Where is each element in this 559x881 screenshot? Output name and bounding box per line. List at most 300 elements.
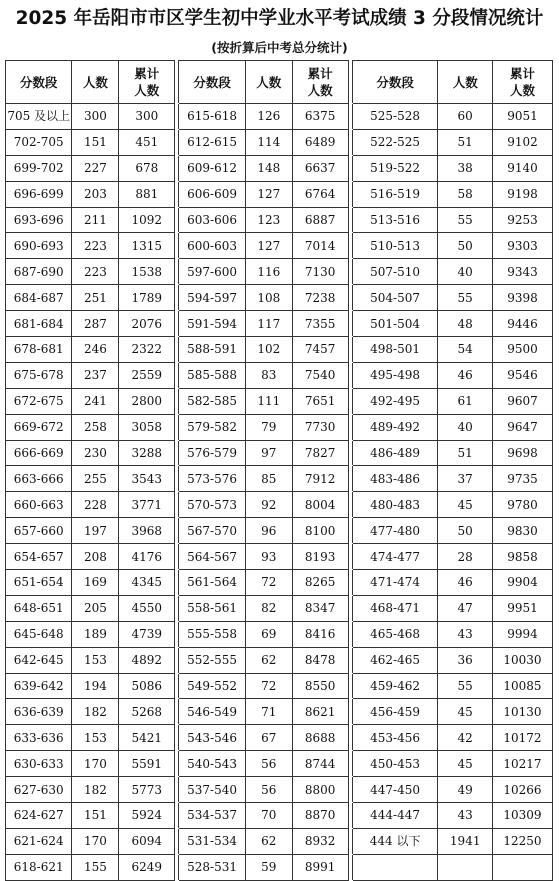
count-cell: 51 — [438, 129, 493, 155]
cumulative-cell: 2322 — [119, 337, 175, 363]
count-cell: 85 — [245, 466, 292, 492]
page-title: 2025 年岳阳市市区学生初中学业水平考试成绩 3 分段情况统计 — [15, 8, 544, 29]
cumulative-cell: 7130 — [292, 259, 348, 285]
count-cell: 72 — [245, 570, 292, 596]
table-row — [6, 285, 553, 311]
count-cell: 123 — [245, 207, 292, 233]
count-cell: 62 — [245, 828, 292, 854]
header-range: 分数段 — [6, 61, 72, 104]
score-range-cell: 636-639 — [6, 699, 72, 725]
cumulative-cell: 6249 — [119, 854, 175, 880]
score-range-cell: 504-507 — [352, 285, 438, 311]
score-range-cell: 618-621 — [6, 854, 72, 880]
cumulative-cell: 3288 — [119, 440, 175, 466]
score-range-cell: 456-459 — [352, 699, 438, 725]
count-cell: 246 — [72, 337, 119, 363]
count-cell: 40 — [438, 414, 493, 440]
cumulative-cell: 7912 — [292, 466, 348, 492]
score-range-cell: 672-675 — [6, 388, 72, 414]
score-range-cell: 657-660 — [6, 518, 72, 544]
count-cell: 223 — [72, 233, 119, 259]
cumulative-cell: 3058 — [119, 414, 175, 440]
score-range-cell: 543-546 — [179, 725, 245, 751]
cumulative-cell: 881 — [119, 181, 175, 207]
count-cell: 47 — [438, 595, 493, 621]
count-cell: 37 — [438, 466, 493, 492]
table-row — [6, 233, 553, 259]
header-row — [6, 61, 553, 104]
count-cell: 126 — [245, 104, 292, 130]
score-range-cell: 621-624 — [6, 828, 72, 854]
score-range-cell: 576-579 — [179, 440, 245, 466]
count-cell: 45 — [438, 699, 493, 725]
score-range-cell: 663-666 — [6, 466, 72, 492]
cumulative-cell: 6764 — [292, 181, 348, 207]
cumulative-cell: 9446 — [492, 311, 552, 337]
count-cell: 96 — [245, 518, 292, 544]
table-row — [6, 699, 553, 725]
cumulative-cell: 8193 — [292, 544, 348, 570]
count-cell: 72 — [245, 673, 292, 699]
count-cell: 153 — [72, 725, 119, 751]
count-cell: 28 — [438, 544, 493, 570]
cumulative-cell: 8621 — [292, 699, 348, 725]
score-range-cell: 633-636 — [6, 725, 72, 751]
table-row — [6, 311, 553, 337]
score-range-cell: 639-642 — [6, 673, 72, 699]
count-cell: 45 — [438, 751, 493, 777]
score-range-cell: 522-525 — [352, 129, 438, 155]
count-cell: 61 — [438, 388, 493, 414]
score-range-cell: 501-504 — [352, 311, 438, 337]
cumulative-cell: 9343 — [492, 259, 552, 285]
score-range-cell: 678-681 — [6, 337, 72, 363]
count-cell: 300 — [72, 104, 119, 130]
score-range-cell: 489-492 — [352, 414, 438, 440]
score-range-cell: 582-585 — [179, 388, 245, 414]
cumulative-cell: 7355 — [292, 311, 348, 337]
cumulative-cell: 3968 — [119, 518, 175, 544]
score-range-cell: 459-462 — [352, 673, 438, 699]
cumulative-cell: 9102 — [492, 129, 552, 155]
cumulative-cell: 8004 — [292, 492, 348, 518]
count-cell: 48 — [438, 311, 493, 337]
count-cell: 148 — [245, 155, 292, 181]
cumulative-cell: 12250 — [492, 828, 552, 854]
count-cell: 70 — [245, 803, 292, 829]
score-range-cell: 555-558 — [179, 621, 245, 647]
score-range-cell: 462-465 — [352, 647, 438, 673]
count-cell: 38 — [438, 155, 493, 181]
cumulative-cell: 10217 — [492, 751, 552, 777]
cumulative-cell: 3543 — [119, 466, 175, 492]
count-cell: 93 — [245, 544, 292, 570]
score-range-cell: 450-453 — [352, 751, 438, 777]
cumulative-cell: 5086 — [119, 673, 175, 699]
score-range-cell: 552-555 — [179, 647, 245, 673]
count-cell: 60 — [438, 104, 493, 130]
cumulative-cell: 1538 — [119, 259, 175, 285]
score-range-cell: 606-609 — [179, 181, 245, 207]
count-cell: 151 — [72, 803, 119, 829]
count-cell: 67 — [245, 725, 292, 751]
score-range-cell: 588-591 — [179, 337, 245, 363]
header-cumulative: 累计 人数 — [119, 61, 175, 104]
table-row — [6, 440, 553, 466]
cumulative-cell: 7540 — [292, 362, 348, 388]
header-count: 人数 — [245, 61, 292, 104]
score-range-cell: 513-516 — [352, 207, 438, 233]
count-cell: 182 — [72, 777, 119, 803]
cumulative-cell: 9698 — [492, 440, 552, 466]
table-row — [6, 828, 553, 854]
table-row — [6, 414, 553, 440]
header-count: 人数 — [72, 61, 119, 104]
count-cell: 56 — [245, 751, 292, 777]
count-cell: 127 — [245, 181, 292, 207]
count-cell: 83 — [245, 362, 292, 388]
count-cell: 223 — [72, 259, 119, 285]
cumulative-cell: 6094 — [119, 828, 175, 854]
cumulative-cell: 4739 — [119, 621, 175, 647]
score-range-cell: 585-588 — [179, 362, 245, 388]
score-range-cell: 453-456 — [352, 725, 438, 751]
cumulative-cell: 1789 — [119, 285, 175, 311]
score-range-cell: 612-615 — [179, 129, 245, 155]
table-row — [6, 673, 553, 699]
cumulative-cell: 7014 — [292, 233, 348, 259]
cumulative-cell: 5268 — [119, 699, 175, 725]
cumulative-cell: 2800 — [119, 388, 175, 414]
count-cell: 155 — [72, 854, 119, 880]
cumulative-cell: 10030 — [492, 647, 552, 673]
header-cumulative: 累计 人数 — [292, 61, 348, 104]
header-count: 人数 — [438, 61, 493, 104]
count-cell: 114 — [245, 129, 292, 155]
score-range-cell: 537-540 — [179, 777, 245, 803]
cumulative-cell: 9546 — [492, 362, 552, 388]
cumulative-cell: 9140 — [492, 155, 552, 181]
count-cell: 241 — [72, 388, 119, 414]
cumulative-cell: 8265 — [292, 570, 348, 596]
table-row — [6, 803, 553, 829]
table-row — [6, 518, 553, 544]
count-cell: 50 — [438, 233, 493, 259]
score-range-cell: 645-648 — [6, 621, 72, 647]
cumulative-cell: 8800 — [292, 777, 348, 803]
cumulative-cell: 300 — [119, 104, 175, 130]
count-cell: 43 — [438, 803, 493, 829]
count-cell: 287 — [72, 311, 119, 337]
cumulative-cell: 8347 — [292, 595, 348, 621]
cumulative-cell: 4176 — [119, 544, 175, 570]
count-cell: 56 — [245, 777, 292, 803]
count-cell: 50 — [438, 518, 493, 544]
score-range-cell: 642-645 — [6, 647, 72, 673]
score-range-cell: 648-651 — [6, 595, 72, 621]
cumulative-cell: 6887 — [292, 207, 348, 233]
score-range-cell: 684-687 — [6, 285, 72, 311]
count-cell: 197 — [72, 518, 119, 544]
cumulative-cell: 5591 — [119, 751, 175, 777]
score-range-cell: 693-696 — [6, 207, 72, 233]
cumulative-cell: 9904 — [492, 570, 552, 596]
score-range-cell: 660-663 — [6, 492, 72, 518]
score-range-cell: 483-486 — [352, 466, 438, 492]
score-range-cell: 471-474 — [352, 570, 438, 596]
score-range-cell: 699-702 — [6, 155, 72, 181]
cumulative-cell: 9647 — [492, 414, 552, 440]
count-cell: 182 — [72, 699, 119, 725]
score-range-cell: 507-510 — [352, 259, 438, 285]
cumulative-cell: 9253 — [492, 207, 552, 233]
count-cell: 116 — [245, 259, 292, 285]
table-row — [6, 621, 553, 647]
cumulative-cell: 1315 — [119, 233, 175, 259]
cumulative-cell — [492, 854, 552, 880]
cumulative-cell: 8991 — [292, 854, 348, 880]
count-cell: 170 — [72, 751, 119, 777]
table-row — [6, 155, 553, 181]
cumulative-cell: 4345 — [119, 570, 175, 596]
count-cell: 79 — [245, 414, 292, 440]
score-range-cell: 681-684 — [6, 311, 72, 337]
score-range-cell: 666-669 — [6, 440, 72, 466]
count-cell: 36 — [438, 647, 493, 673]
count-cell: 189 — [72, 621, 119, 647]
page-subtitle: (按折算后中考总分统计) — [211, 40, 348, 55]
score-range-cell: 468-471 — [352, 595, 438, 621]
cumulative-cell: 9051 — [492, 104, 552, 130]
score-range-cell: 687-690 — [6, 259, 72, 285]
score-range-cell: 519-522 — [352, 155, 438, 181]
table-row — [6, 570, 553, 596]
score-range-cell: 651-654 — [6, 570, 72, 596]
score-range-cell: 540-543 — [179, 751, 245, 777]
table-row — [6, 337, 553, 363]
count-cell: 117 — [245, 311, 292, 337]
table-row — [6, 854, 553, 880]
count-cell: 92 — [245, 492, 292, 518]
score-range-cell: 696-699 — [6, 181, 72, 207]
cumulative-cell: 9607 — [492, 388, 552, 414]
score-range-cell: 669-672 — [6, 414, 72, 440]
cumulative-cell: 7457 — [292, 337, 348, 363]
table-row — [6, 466, 553, 492]
count-cell: 59 — [245, 854, 292, 880]
table-row — [6, 207, 553, 233]
cumulative-cell: 7827 — [292, 440, 348, 466]
cumulative-cell: 5421 — [119, 725, 175, 751]
score-range-cell: 690-693 — [6, 233, 72, 259]
score-range-cell: 486-489 — [352, 440, 438, 466]
count-cell: 211 — [72, 207, 119, 233]
table-row — [6, 544, 553, 570]
cumulative-cell: 678 — [119, 155, 175, 181]
score-range-cell: 477-480 — [352, 518, 438, 544]
count-cell — [438, 854, 493, 880]
count-cell: 205 — [72, 595, 119, 621]
table-row — [6, 751, 553, 777]
count-cell: 55 — [438, 207, 493, 233]
table-body — [6, 104, 553, 881]
cumulative-cell: 9198 — [492, 181, 552, 207]
count-cell: 228 — [72, 492, 119, 518]
score-range-cell: 600-603 — [179, 233, 245, 259]
cumulative-cell: 8478 — [292, 647, 348, 673]
count-cell: 46 — [438, 570, 493, 596]
cumulative-cell: 9858 — [492, 544, 552, 570]
cumulative-cell: 451 — [119, 129, 175, 155]
cumulative-cell: 8870 — [292, 803, 348, 829]
table-row — [6, 181, 553, 207]
count-cell: 97 — [245, 440, 292, 466]
table-row — [6, 595, 553, 621]
cumulative-cell: 7730 — [292, 414, 348, 440]
count-cell: 227 — [72, 155, 119, 181]
score-range-cell: 495-498 — [352, 362, 438, 388]
cumulative-cell: 4550 — [119, 595, 175, 621]
table-row — [6, 259, 553, 285]
score-range-cell: 630-633 — [6, 751, 72, 777]
cumulative-cell: 9951 — [492, 595, 552, 621]
cumulative-cell: 5773 — [119, 777, 175, 803]
count-cell: 203 — [72, 181, 119, 207]
cumulative-cell: 8100 — [292, 518, 348, 544]
score-range-cell: 534-537 — [179, 803, 245, 829]
score-range-cell: 474-477 — [352, 544, 438, 570]
cumulative-cell: 9780 — [492, 492, 552, 518]
cumulative-cell: 9500 — [492, 337, 552, 363]
table-row — [6, 492, 553, 518]
score-range-cell: 447-450 — [352, 777, 438, 803]
score-range-cell: 558-561 — [179, 595, 245, 621]
score-range-cell: 609-612 — [179, 155, 245, 181]
score-range-cell: 531-534 — [179, 828, 245, 854]
cumulative-cell: 10172 — [492, 725, 552, 751]
cumulative-cell: 6489 — [292, 129, 348, 155]
count-cell: 58 — [438, 181, 493, 207]
score-range-cell: 546-549 — [179, 699, 245, 725]
score-range-cell: 561-564 — [179, 570, 245, 596]
score-range-cell: 528-531 — [179, 854, 245, 880]
cumulative-cell: 7238 — [292, 285, 348, 311]
count-cell: 43 — [438, 621, 493, 647]
count-cell: 255 — [72, 466, 119, 492]
header-cumulative: 累计 人数 — [492, 61, 552, 104]
table-row — [6, 104, 553, 130]
cumulative-cell: 2076 — [119, 311, 175, 337]
score-range-cell: 627-630 — [6, 777, 72, 803]
cumulative-cell: 9735 — [492, 466, 552, 492]
table-row — [6, 725, 553, 751]
cumulative-cell: 8416 — [292, 621, 348, 647]
cumulative-cell: 1092 — [119, 207, 175, 233]
count-cell: 82 — [245, 595, 292, 621]
count-cell: 169 — [72, 570, 119, 596]
count-cell: 40 — [438, 259, 493, 285]
score-range-cell: 675-678 — [6, 362, 72, 388]
cumulative-cell: 8932 — [292, 828, 348, 854]
score-range-cell: 624-627 — [6, 803, 72, 829]
score-range-cell: 498-501 — [352, 337, 438, 363]
header-range: 分数段 — [179, 61, 245, 104]
table-row — [6, 647, 553, 673]
score-range-cell: 465-468 — [352, 621, 438, 647]
count-cell: 46 — [438, 362, 493, 388]
cumulative-cell: 8550 — [292, 673, 348, 699]
score-range-cell: 615-618 — [179, 104, 245, 130]
cumulative-cell: 4892 — [119, 647, 175, 673]
cumulative-cell: 9830 — [492, 518, 552, 544]
cumulative-cell: 10130 — [492, 699, 552, 725]
cumulative-cell: 3771 — [119, 492, 175, 518]
count-cell: 54 — [438, 337, 493, 363]
score-distribution-table — [5, 60, 553, 881]
count-cell: 151 — [72, 129, 119, 155]
count-cell: 1941 — [438, 828, 493, 854]
score-range-cell: 603-606 — [179, 207, 245, 233]
score-range-cell — [352, 854, 438, 880]
count-cell: 153 — [72, 647, 119, 673]
count-cell: 194 — [72, 673, 119, 699]
cumulative-cell: 8688 — [292, 725, 348, 751]
table-row — [6, 129, 553, 155]
cumulative-cell: 10309 — [492, 803, 552, 829]
cumulative-cell: 8744 — [292, 751, 348, 777]
count-cell: 170 — [72, 828, 119, 854]
count-cell: 258 — [72, 414, 119, 440]
score-range-cell: 594-597 — [179, 285, 245, 311]
cumulative-cell: 9303 — [492, 233, 552, 259]
cumulative-cell: 2559 — [119, 362, 175, 388]
count-cell: 51 — [438, 440, 493, 466]
count-cell: 108 — [245, 285, 292, 311]
count-cell: 251 — [72, 285, 119, 311]
score-range-cell: 564-567 — [179, 544, 245, 570]
score-range-cell: 510-513 — [352, 233, 438, 259]
header-range: 分数段 — [352, 61, 438, 104]
count-cell: 230 — [72, 440, 119, 466]
count-cell: 237 — [72, 362, 119, 388]
table-row — [6, 388, 553, 414]
cumulative-cell: 6637 — [292, 155, 348, 181]
score-range-cell: 591-594 — [179, 311, 245, 337]
cumulative-cell: 9994 — [492, 621, 552, 647]
cumulative-cell: 10085 — [492, 673, 552, 699]
cumulative-cell: 9398 — [492, 285, 552, 311]
count-cell: 55 — [438, 285, 493, 311]
cumulative-cell: 6375 — [292, 104, 348, 130]
count-cell: 111 — [245, 388, 292, 414]
score-range-cell: 444 以下 — [352, 828, 438, 854]
score-range-cell: 702-705 — [6, 129, 72, 155]
count-cell: 49 — [438, 777, 493, 803]
score-range-cell: 570-573 — [179, 492, 245, 518]
score-range-cell: 597-600 — [179, 259, 245, 285]
count-cell: 62 — [245, 647, 292, 673]
score-range-cell: 492-495 — [352, 388, 438, 414]
cumulative-cell: 5924 — [119, 803, 175, 829]
count-cell: 45 — [438, 492, 493, 518]
score-range-cell: 579-582 — [179, 414, 245, 440]
score-range-cell: 573-576 — [179, 466, 245, 492]
score-range-cell: 444-447 — [352, 803, 438, 829]
count-cell: 42 — [438, 725, 493, 751]
cumulative-cell: 7651 — [292, 388, 348, 414]
score-range-cell: 705 及以上 — [6, 104, 72, 130]
count-cell: 69 — [245, 621, 292, 647]
